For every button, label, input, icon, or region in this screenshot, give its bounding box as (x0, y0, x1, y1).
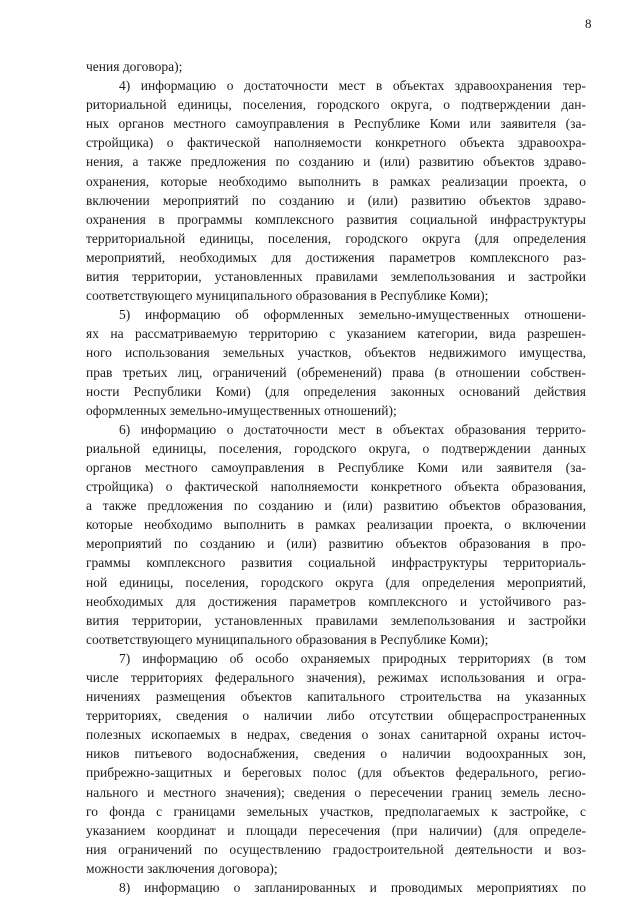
text-line: стройщика) о фактической наполняемости конкретного объекта здравоохра- (86, 135, 586, 151)
text-line: граммы комплексного развития социальной инфраструктуры территориаль- (86, 555, 586, 571)
text-line: указанием координат и площади пересечения (при наличии) (для определе- (86, 822, 586, 838)
text-line: охранения в программы комплексного развития социальной инфраструктуры (86, 211, 586, 227)
text-line: го фонда с границами земельных участков, предполагаемых к застройке, с (86, 803, 586, 819)
text-line: территориальной единицы, поселения, городского округа (для определения (86, 230, 586, 246)
text-line: нения, а также предложения по созданию и (или) развитию объектов здраво- (86, 154, 586, 170)
text-line: ных органов местного самоуправления в Республике Коми или заявителя (за- (86, 116, 586, 132)
text-line: вития территории, установленных правилами землепользования и застройки (86, 269, 586, 285)
text-line: нального и местного значения); сведения о пересечении границ земель лесно- (86, 784, 586, 800)
text-line: стройщика) о фактической наполняемости конкретного объекта образования, (86, 479, 586, 495)
text-line: которые необходимо выполнить в рамках реализации проекта, о включении (86, 517, 586, 533)
text-line: чения договора); (86, 59, 183, 74)
text-line: числе территориях федерального значения), режимах использования и огра- (86, 670, 586, 685)
text-line: риториальной единицы, поселения, городского округа, о подтверждении дан- (86, 97, 586, 113)
text-line: ния ограничений по осуществлению градостроительной деятельности и воз- (86, 841, 586, 857)
text-line: 4) информацию о достаточности мест в объектах здравоохранения тер- (119, 78, 586, 94)
text-line: 5) информацию об оформленных земельно-имущественных отношени- (119, 307, 586, 323)
text-line: 6) информацию о достаточности мест в объектах образования террито- (119, 421, 586, 437)
text-line: ников питьевого водоснабжения, сведения о наличии водоохранных зон, (86, 746, 586, 762)
text-line: мероприятий по созданию и (или) развитию объектов образования в про- (86, 536, 586, 552)
text-line: а также предложения по созданию и (или) развитию объектов образования, (86, 498, 586, 514)
text-line: ничениях размещения объектов капитального строительства на указанных (86, 689, 586, 705)
document-body (86, 57, 586, 897)
text-line: риальной единицы, поселения, городского округа, о подтверждении данных (86, 440, 586, 456)
text-line: охранения, которые необходимо выполнить в рамках реализации проекта, о (86, 173, 586, 189)
text-line: ного использования земельных участков, объектов недвижимого имущества, (86, 345, 586, 361)
text-line: мероприятий, необходимых для достижения параметров комплексного раз- (86, 249, 586, 265)
page-number: 8 (585, 16, 592, 31)
text-line: органов местного самоуправления в Республике Коми или заявителя (за- (86, 459, 586, 475)
text-line: включении мероприятий по созданию и (или) развитию объектов здраво- (86, 192, 586, 208)
text-line: соответствующего муниципального образования в Республике Коми); (86, 288, 489, 304)
text-line: территориях, сведения о наличии либо отсутствии общераспространенных (86, 708, 586, 724)
text-line: 7) информацию об особо охраняемых природных территориях (в том (119, 650, 586, 666)
text-line: прибрежно-защитных и береговых полос (для объектов федерального, регио- (86, 765, 586, 781)
text-line: ях на рассматриваемую территорию с указанием категории, вида разрешен- (86, 326, 586, 342)
text-line: вития территории, установленных правилами землепользования и застройки (86, 612, 586, 628)
text-line: соответствующего муниципального образования в Республике Коми); (86, 631, 489, 647)
text-line: полезных ископаемых в недрах, сведения о зонах санитарной охраны источ- (86, 727, 586, 743)
text-line: прав третьих лиц, ограничений (обременений) права (в отношении собствен- (86, 364, 586, 380)
text-line: необходимых для достижения параметров комплексного и устойчивого раз- (86, 593, 586, 609)
text-line: ной единицы, поселения, городского округа (для определения мероприятий, (86, 574, 586, 590)
text-line: оформленных земельно-имущественных отношений); (86, 402, 397, 418)
text-line: 8) информацию о запланированных и проводимых мероприятиях по (119, 880, 586, 896)
text-line: можности заключения договора); (86, 860, 278, 876)
text-line: ности Республики Коми) (для определения законных оснований действия (86, 383, 586, 399)
